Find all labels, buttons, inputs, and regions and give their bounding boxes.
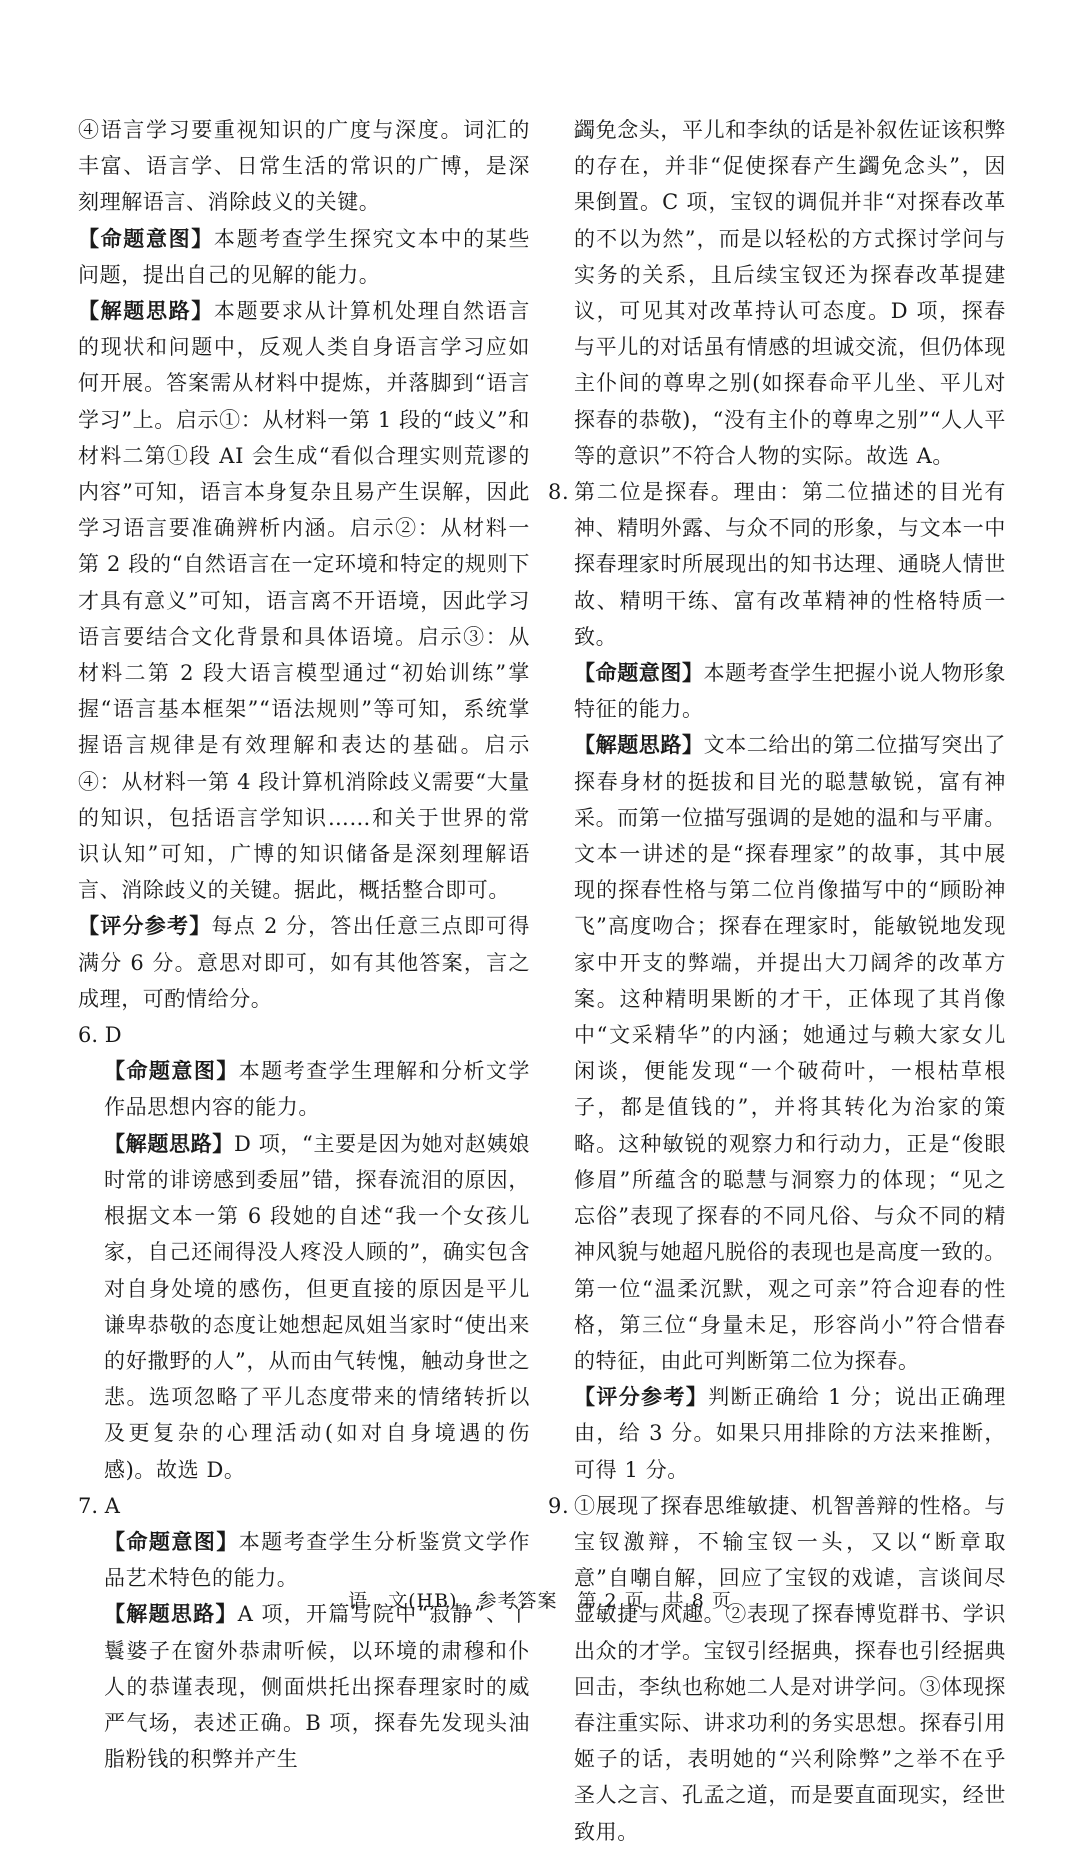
scoring-paragraph (548, 1379, 1006, 1488)
approach-text: A 项，开篇写院中“寂静”、丫鬟婆子在窗外恭肃听候，以环境的肃穆和仆人的恭谨表现，侧面烘托出探春理家时的威严气场，表述正确。B 项，探春先发现头油脂粉钱的积弊并产生 (104, 1602, 530, 1772)
intent-text: 本题考查学生探究文本中的某些问题，提出自己的见解的能力。 (78, 226, 530, 287)
answer-text: 第二位是探春。理由：第二位描述的目光有神、精明外露、与众不同的形象，与文本一中探春理家时所展现出的知书达理、通晓人情世故、精明干练、富有改革精神的性格特质一致。 (574, 480, 1006, 649)
question-7-answer: 7. A (78, 1493, 120, 1518)
scoring-paragraph (78, 908, 530, 1017)
intent-text: 本题考查学生把握小说人物形象特征的能力。 (574, 661, 1007, 722)
approach-paragraph (78, 1596, 530, 1777)
intent-paragraph (78, 1053, 530, 1125)
intent-paragraph (78, 221, 530, 293)
intent-text: 本题考查学生理解和分析文学作品思想内容的能力。 (104, 1059, 530, 1120)
intent-tag: 【命题意图】 (78, 225, 214, 251)
page-footer: 语 文(HB) 参考答案 第 2 页 共 8 页 (348, 1590, 732, 1612)
approach-tag: 【解题思路】 (104, 1601, 238, 1627)
scoring-tag: 【评分参考】 (78, 913, 212, 939)
intent-tag: 【命题意图】 (574, 660, 704, 686)
approach-text: D 项，“主要是因为她对赵姨娘时常的诽谤感到委屈”错，探春流泪的原因，根据文本一第 6 段她的自述“我一个女孩儿家，自己还闹得没人疼没人顾的”，确实包含对自身处境的感伤，但更直接的原因是平儿谦卑恭敬的态度让她想起凤姐当家时“使出来的好撒野的人”，从而由气转愧，触动身世之悲。选项忽略了平儿态度带来的情绪转折以及更复杂的心理活动(如对自身境遇的伤感)。故选 D。 (104, 1131, 530, 1482)
intent-text: 本题考查学生分析鉴赏文学作品艺术特色的能力。 (104, 1529, 530, 1591)
answer-text: ①展现了探春思维敏捷、机智善辩的性格。与宝钗激辩，不输宝钗一头，又以“断章取意”自嘲自解，回应了宝钗的戏谑，言谈间尽显敏捷与风趣。②表现了探春博览群书、学识出众的才学。宝钗引经据典，探春也引经据典回击，李纨也称她二人是对讲学问。③体现探春注重实际、讲求功利的务实思想。探春引用姬子的话，表明她的“兴利除弊”之举不在乎圣人之言、孔孟之道，而是要直面现实，经世致用。 (574, 1493, 1006, 1844)
question-8-answer (548, 474, 1006, 655)
question-number: 9. (548, 1493, 570, 1518)
approach-paragraph (548, 727, 1006, 1379)
question-9-answer (548, 1488, 1006, 1850)
intent-tag: 【命题意图】 (104, 1058, 239, 1084)
scoring-text: 每点 2 分，答出任意三点即可得满分 6 分。意思对即可，如有其他答案，言之成理，可酌情给分。 (78, 914, 530, 1011)
approach-tag: 【解题思路】 (104, 1130, 234, 1156)
question-6-answer: 6. D (78, 1023, 122, 1048)
scoring-text: 判断正确给 1 分；说出正确理由，给 3 分。如果只用排除的方法来推断，可得 1 分。 (574, 1385, 1006, 1482)
approach-tag: 【解题思路】 (574, 732, 704, 758)
approach-tag: 【解题思路】 (78, 298, 214, 324)
left-column (78, 112, 530, 1777)
answer-5-point-4: ④语言学习要重视知识的广度与深度。词汇的丰富、语言学、日常生活的常识的广博，是深刻理解语言、消除歧义的关键。 (78, 118, 530, 215)
intent-paragraph (548, 655, 1006, 727)
approach-text: 文本二给出的第二位描写突出了探春身材的挺拔和目光的聪慧敏锐，富有神采。而第一位描写强调的是她的温和与平庸。文本一讲述的是“探春理家”的故事，其中展现的探春性格与第二位肖像描写中的“顾盼神飞”高度吻合；探春在理家时，能敏锐地发现家中开支的弊端，并提出大刀阔斧的改革方案。这种精明果断的才干，正体现了其肖像中“文采精华”的内涵；她通过与赖大家女儿闲谈，便能发现“一个破荷叶，一根枯草根子，都是值钱的”，并将其转化为治家的策略。这种敏锐的观察力和行动力，正是“俊眼修眉”所蕴含的聪慧与洞察力的体现；“见之忘俗”表现了探春的不同凡俗、与众不同的精神风貌与她超凡脱俗的表现也是高度一致的。第一位“温柔沉默，观之可亲”符合迎春的性格，第三位“身量未足，形容尚小”符合惜春的特征，由此可判断第二位为探春。 (574, 733, 1007, 1373)
question-number: 8. (548, 480, 570, 505)
approach-text: 本题要求从计算机处理自然语言的现状和问题中，反观人类自身语言学习应如何开展。答案需从材料中提炼，并落脚到“语言学习”上。启示①：从材料一第 1 段的“歧义”和材料二第①段 AI 会生成“看似合理实则荒谬的内容”可知，语言本身复杂且易产生误解，因此学习语言要准确辨析内涵。启示②：从材料一第 2 段的“自然语言在一定环境和特定的规则下才具有意义”可知，语言离不开语境，因此学习语言要结合文化背景和具体语境。启示③：从材料二第 2 段大语言模型通过“初始训练”掌握“语言基本框架”“语法规则”等可知，系统掌握语言规律是有效理解和表达的基础。启示④：从材料一第 4 段计算机消除歧义需要“大量的知识，包括语言学知识……和关于世界的常识认知”可知，广博的知识储备是深刻理解语言、消除歧义的关键。据此，概括整合即可。 (78, 299, 530, 903)
approach-paragraph (78, 1126, 530, 1488)
intent-tag: 【命题意图】 (104, 1528, 239, 1554)
approach-paragraph (78, 293, 530, 908)
scoring-tag: 【评分参考】 (574, 1384, 709, 1410)
answer-7-continued: 蠲免念头，平儿和李纨的话是补叙佐证该积弊的存在，并非“促使探春产生蠲免念头”，因果倒置。C 项，宝钗的调侃并非“对探春改革的不以为然”，而是以轻松的方式探讨学问与实务的关系，且后续宝钗还为探春改革提建议，可见其对改革持认可态度。D 项，探春与平儿的对话虽有情感的坦诚交流，但仍体现主仆间的尊卑之别(如探春命平儿坐、平儿对探春的恭敬)，“没有主仆的尊卑之别”“人人平等的意识”不符合人物的实际。故选 A。 (574, 118, 1006, 468)
